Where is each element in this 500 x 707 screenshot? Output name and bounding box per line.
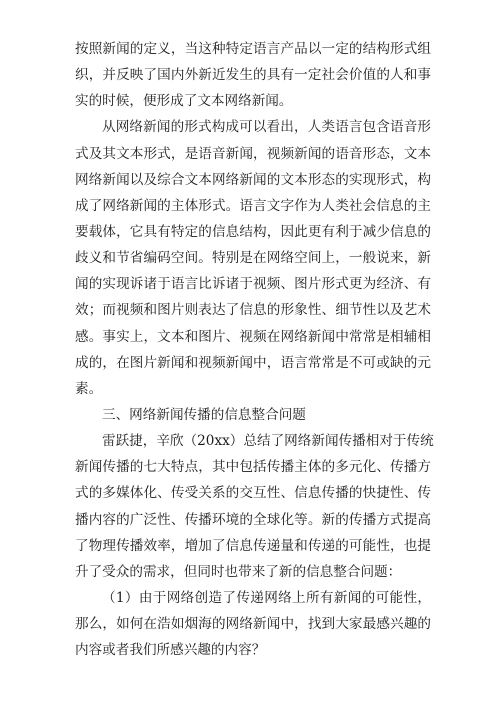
section-heading (75, 402, 431, 428)
text-line: 感。事实上，文本和图片、视频在网络新闻中常常是相辅相 (75, 328, 431, 345)
text-line: 成的，在图片新闻和视频新闻中，语言常常是不可或缺的元 (75, 354, 431, 371)
text-line: 式的多媒体化、传受关系的交互性、信息传播的快捷性、传 (75, 485, 431, 502)
text-line: 新闻传播的七大特点，其中包括传播主体的多元化、传播方 (75, 459, 431, 476)
text-line: 实的时候，便形成了文本网络新闻。 (75, 93, 293, 110)
text-line: 歧义和节省编码空间。特别是在网络空间上，一般说来，新 (75, 250, 431, 267)
text-line: 式及其文本形式，是语音新闻，视频新闻的语音形态，文本 (75, 145, 431, 162)
text-line: 那么，如何在浩如烟海的网络新闻中，找到大家最感兴趣的 (75, 616, 431, 633)
text-line: 播内容的广泛性、传播环境的全球化等。新的传播方式提高 (75, 511, 431, 528)
text-line: 效；而视频和图片则表达了信息的形象性、细节性以及艺术 (75, 302, 431, 319)
text-line: 闻的实现诉诸于语言比诉诸于视频、图片形式更为经济、有 (75, 276, 431, 293)
text-line: 按照新闻的定义，当这种特定语言产品以一定的结构形式组 (75, 41, 431, 57)
paragraph-question-one (75, 585, 431, 663)
paragraph-definition (75, 36, 431, 114)
document-page (75, 36, 434, 663)
text-line: 内容或者我们所感兴趣的内容？ (75, 642, 266, 659)
text-line: 升了受众的需求，但同时也带来了新的信息整合问题： (75, 563, 402, 580)
text-line: 织，并反映了国内外新近发生的具有一定社会价值的人和事 (75, 67, 431, 84)
text-line: 网络新闻以及综合文本网络新闻的文本形态的实现形式，构 (75, 171, 431, 188)
text-line: （1）由于网络创造了传递网络上所有新闻的可能性， (102, 589, 431, 606)
paragraph-form-composition (75, 114, 431, 402)
text-line: 要载体，它具有特定的信息结构，因此更有利于减少信息的 (75, 223, 431, 240)
text-line: 了物理传播效率，增加了信息传递量和传递的可能性，也提 (75, 537, 431, 554)
section-heading-text: 三、网络新闻传播的信息整合问题 (102, 406, 306, 423)
paragraph-seven-features (75, 428, 434, 585)
text-line: 素。 (75, 380, 103, 397)
text-line: 成了网络新闻的主体形式。语言文字作为人类社会信息的主 (75, 197, 431, 214)
text-line: 从网络新闻的形式构成可以看出，人类语言包含语音形 (102, 119, 431, 136)
text-line: 雷跃捷，辛欣（20xx）总结了网络新闻传播相对于传统 (102, 433, 434, 450)
